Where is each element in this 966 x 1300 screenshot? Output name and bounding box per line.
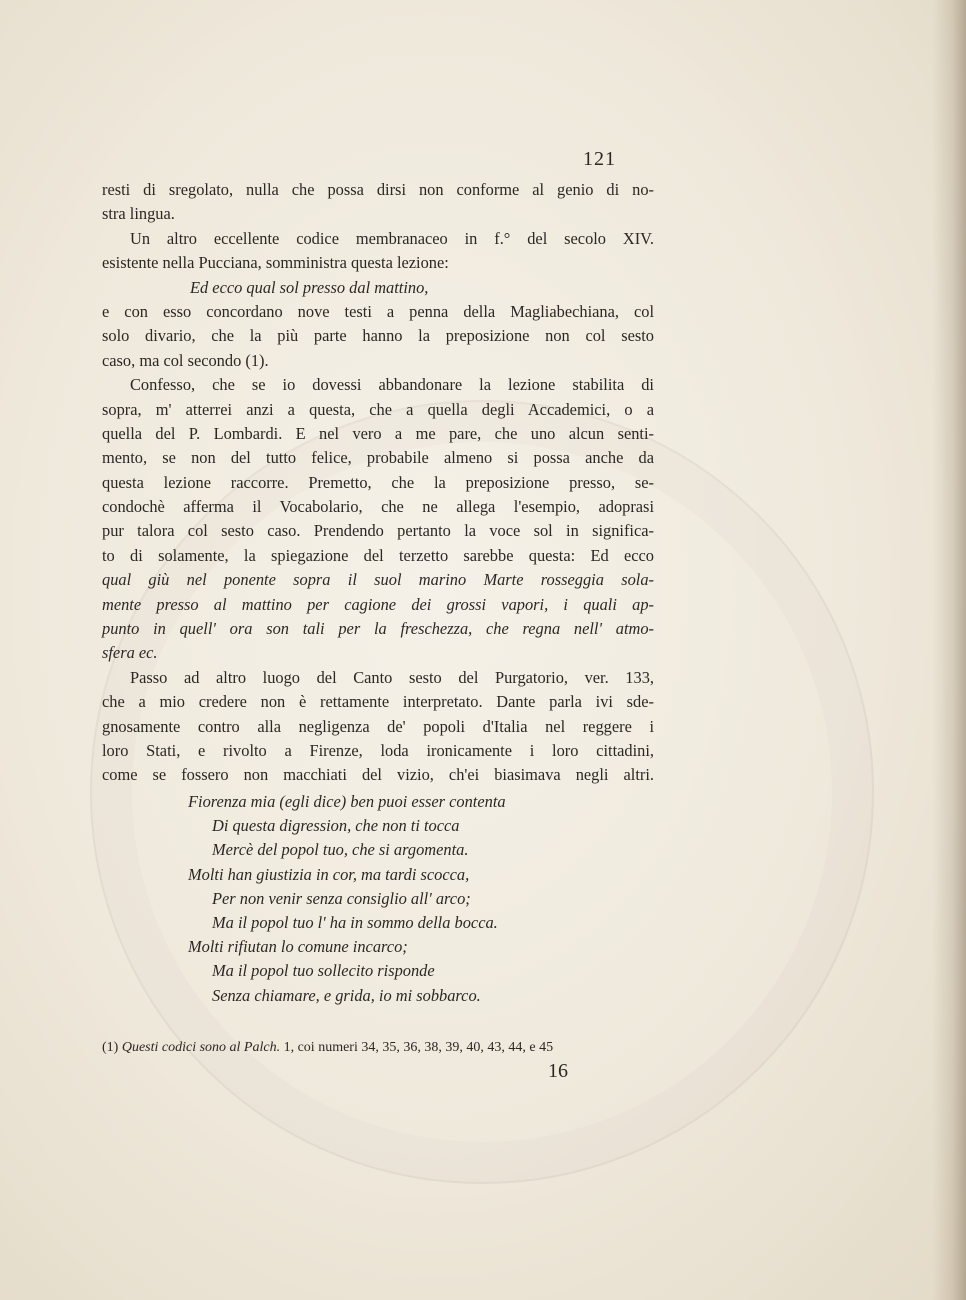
- text-line: resti di sregolato, nulla che possa dirsi non conforme al genio di no-: [102, 180, 654, 199]
- page-edge-shadow: [932, 0, 966, 1300]
- text-line: to di solamente, la spiegazione del terzetto sarebbe questa: Ed ecco: [102, 545, 654, 565]
- text-line: mento, se non del tutto felice, probabile almeno si possa anche da: [102, 448, 654, 468]
- text-line: solo divario, che la più parte hanno la preposizione non col sesto: [102, 326, 654, 346]
- footnote-references: 1, coi numeri 34, 35, 36, 38, 39, 40, 43, 44, e 45: [283, 1040, 554, 1055]
- text-line: esistente nella Pucciana, somministra questa lezione:: [102, 253, 449, 273]
- text-line: Passo ad altro luogo del Canto sesto del Purgatorio, ver. 133,: [130, 667, 654, 687]
- poem-line: Di questa digression, che non ti tocca: [212, 816, 460, 836]
- quoted-verse: Ed ecco qual sol presso dal mattino,: [190, 277, 429, 297]
- poem-quotation: [188, 790, 608, 1008]
- footnote-text: Questi codici sono al Palch.: [121, 1040, 281, 1055]
- poem-line: Ma il popol tuo sollecito risponde: [212, 961, 435, 981]
- text-line: e con esso concordano nove testi a penna della Magliabechiana, col: [102, 301, 654, 321]
- text-line: sfera ec.: [102, 643, 158, 663]
- poem-line: Ma il popol tuo l' ha in sommo della bocca.: [212, 912, 498, 932]
- text-line: come se fossero non macchiati del vizio, ch'ei biasimava negli altri.: [102, 765, 654, 785]
- text-line: che a mio credere non è rettamente interpretato. Dante parla ivi sde-: [102, 692, 654, 712]
- text-line: stra lingua.: [102, 204, 175, 224]
- text-line: mente presso al mattino per cagione dei grossi vapori, i quali ap-: [102, 594, 654, 614]
- text-line: condochè afferma il Vocabolario, che ne allega l'esempio, adoprasi: [102, 497, 654, 517]
- text-line: Un altro eccellente codice membranaceo in f.° del secolo XIV.: [130, 228, 654, 248]
- text-line: punto in quell' ora son tali per la freschezza, che regna nell' atmo-: [102, 619, 654, 639]
- footnote: [102, 1040, 654, 1056]
- text-line: loro Stati, e rivolto a Firenze, loda ironicamente i loro cittadini,: [102, 740, 654, 760]
- text-line: caso, ma col secondo (1).: [102, 350, 269, 370]
- text-line: Confesso, che se io dovessi abbandonare la lezione stabilita di: [130, 375, 654, 395]
- text-line: qual giù nel ponente sopra il suol marino Marte rosseggia sola-: [102, 570, 654, 590]
- page-number: 121: [583, 148, 616, 170]
- poem-line: Fiorenza mia (egli dice) ben puoi esser contenta: [188, 792, 506, 811]
- poem-line: Senza chiamare, e grida, io mi sobbarco.: [212, 985, 481, 1005]
- text-line: questa lezione raccorre. Premetto, che la preposizione presso, se-: [102, 472, 654, 492]
- text-line: sopra, m' atterrei anzi a questa, che a quella degli Accademici, o a: [102, 399, 654, 419]
- poem-line: Molti han giustizia in cor, ma tardi scocca,: [188, 864, 470, 884]
- signature-mark: 16: [548, 1060, 568, 1082]
- poem-line: Per non venir senza consiglio all' arco;: [212, 888, 471, 908]
- text-line: pur talora col sesto caso. Prendendo pertanto la voce sol in significa-: [102, 521, 654, 541]
- body-text: [102, 178, 654, 788]
- text-line: quella del P. Lombardi. E nel vero a me pare, che uno alcun senti-: [102, 423, 654, 443]
- poem-line: Mercè del popol tuo, che si argomenta.: [212, 840, 469, 860]
- poem-line: Molti rifiutan lo comune incarco;: [188, 937, 408, 957]
- text-line: gnosamente contro alla negligenza de' popoli d'Italia nel reggere i: [102, 716, 654, 736]
- footnote-marker: (1): [102, 1040, 119, 1055]
